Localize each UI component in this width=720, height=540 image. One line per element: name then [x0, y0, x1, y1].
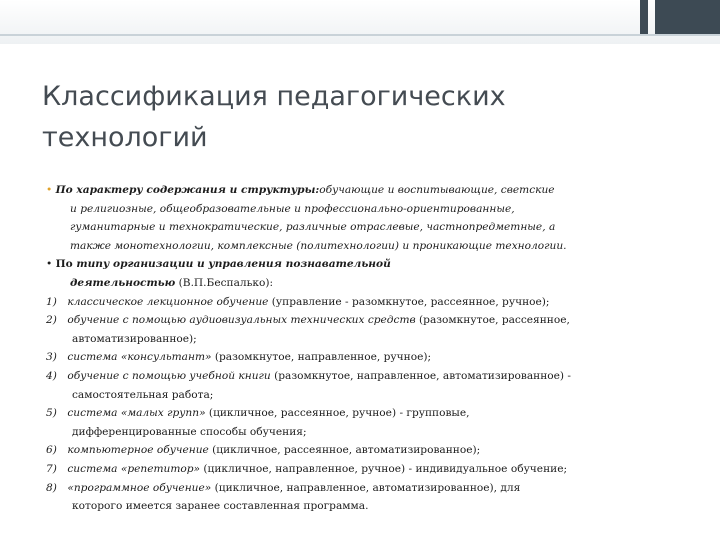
list-item-text: (цикличное, рассеянное, автоматизированное);: [208, 444, 481, 457]
list-item: [46, 479, 686, 498]
list-item-text: (разомкнутое, рассеянное,: [415, 314, 570, 327]
section1-line3: гуманитарные и технократические, различные отраслевые, частнопредметные, а: [70, 221, 556, 234]
section1-text: обучающие и воспитывающие, светские: [319, 184, 555, 196]
list-item-name: система «консультант»: [67, 351, 212, 364]
list-item: [46, 348, 686, 367]
list-item-cont: самостоятельная работа;: [72, 388, 214, 401]
section2-prefix: По: [55, 258, 77, 271]
section1-title: По характеру содержания и структуры:: [55, 184, 320, 196]
list-item-number: 8): [46, 481, 57, 494]
section2-heading: [46, 255, 686, 274]
list-item-name: классическое лекционное обучение: [67, 295, 269, 308]
top-decor-stripe: [640, 0, 648, 34]
list-item-number: 7): [46, 462, 57, 475]
list-item-cont: автоматизированное);: [72, 332, 197, 345]
slide-title-line2: технологий: [42, 122, 208, 153]
top-decor-block: [655, 0, 720, 34]
list-item: [46, 311, 686, 330]
list-item-name: система «малых групп»: [67, 407, 206, 420]
list-item-text: (цикличное, рассеянное, ручное) - групповые,: [205, 407, 470, 420]
slide-body: [46, 181, 686, 516]
list-item-text: (цикличное, направленное, ручное) - индивидуальное обучение;: [200, 462, 568, 475]
section2-reference: (В.П.Беспалько):: [175, 276, 274, 289]
bullet-icon: •: [46, 184, 53, 196]
list-item-name: обучение с помощью аудиовизуальных технических средств: [67, 314, 416, 327]
list-item-number: 5): [46, 407, 57, 420]
list-item: [46, 404, 686, 423]
section2-heading-cont: [46, 274, 686, 293]
section2-title-cont: деятельностью: [70, 276, 176, 289]
top-decor-line: [0, 34, 720, 36]
top-decor-bar: [0, 0, 720, 44]
slide-title: [42, 76, 682, 158]
section1-line4: также монотехнологии, комплексные (политехнологии) и проникающие технологии.: [70, 239, 567, 252]
list-item-name: компьютерное обучение: [67, 444, 209, 457]
list-item-number: 4): [46, 369, 57, 382]
section1-heading: [46, 181, 686, 200]
section2-title: типу организации и управления познавательной: [76, 258, 391, 271]
slide-title-line1: Классификация педагогических: [42, 81, 506, 112]
list-item: [46, 293, 686, 312]
list-item-number: 3): [46, 351, 57, 364]
list-item: [46, 441, 686, 460]
list-item-name: система «репетитор»: [67, 462, 201, 475]
list-item: [46, 460, 686, 479]
bullet-icon: •: [46, 258, 53, 271]
list-item-cont: которого имеется заранее составленная программа.: [72, 500, 369, 513]
list-item-cont: дифференцированные способы обучения;: [72, 425, 307, 438]
list-item: [46, 367, 686, 386]
list-item-name: «программное обучение»: [67, 481, 212, 494]
list-item-text: (цикличное, направленное, автоматизированное), для: [211, 481, 521, 494]
list-item-number: 6): [46, 444, 57, 457]
list-item-number: 2): [46, 314, 57, 327]
list-item-name: обучение с помощью учебной книги: [67, 369, 271, 382]
list-item-text: (разомкнутое, направленное, автоматизированное) -: [270, 369, 571, 382]
list-item-text: (разомкнутое, направленное, ручное);: [211, 351, 432, 364]
list-item-number: 1): [46, 295, 57, 308]
list-item-text: (управление - разомкнутое, рассеянное, ручное);: [268, 295, 550, 308]
section1-line2: и религиозные, общеобразовательные и профессионально-ориентированные,: [70, 202, 515, 215]
